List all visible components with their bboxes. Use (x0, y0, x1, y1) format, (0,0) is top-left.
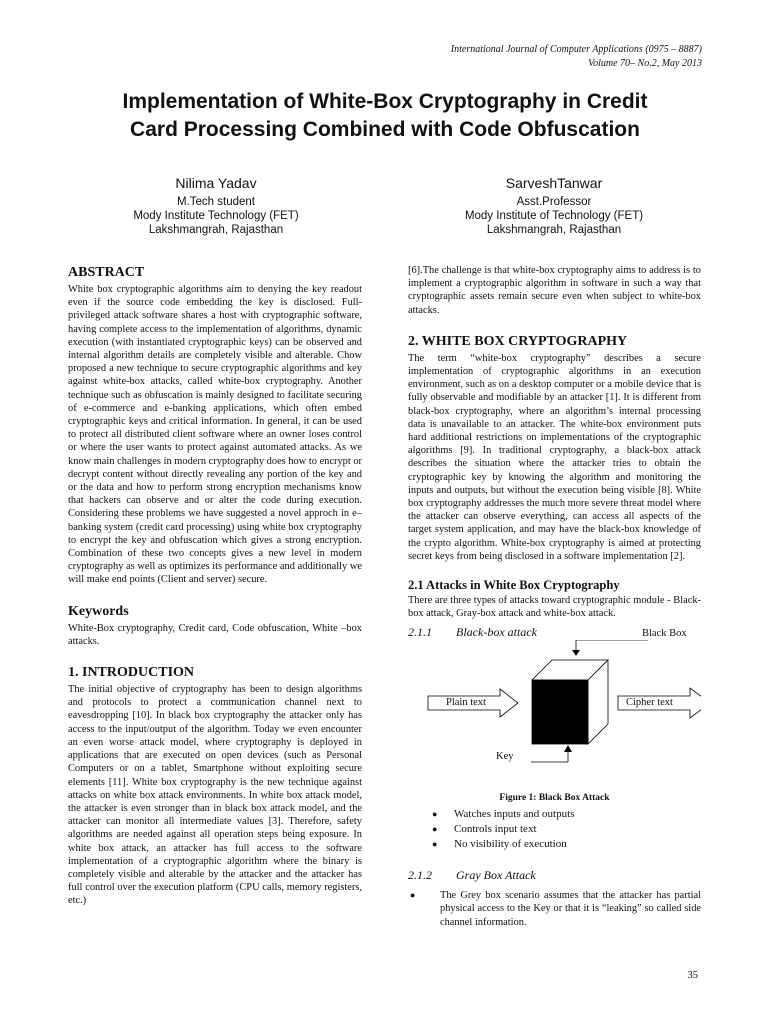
list-item (432, 807, 701, 822)
list-item (432, 837, 701, 852)
author-location: Lakshmangrah, Rajasthan (148, 224, 284, 236)
section-2-1-heading: 2.1 Attacks in White Box Cryptography (408, 578, 620, 593)
introduction-text: The initial objective of cryptography has been to design algorithms and protocols to protect a communication channel next to eavesdropping [10]. In black box cryptography the attacker only has access to the input/output of the algorithm. Today we even encounter an even worse attack model, where cryptography is deployed in applications that are executed on open devices (such as Personal Computers or on a tablet, Smartphone without exploiting secure elements [11]. White box cryptography is the new technique against attacks on white box attack environments. In white box attack model, the attacker is even stronger than in black box attack model, and the attacker can monitor all intermediate values [3]. Therefore, safety algorithms are needed against all operation steps being exposure. In white box attack, an attacker has full access to the software implementation of a cryptographic algorithm where the binary is completely visible and alterable by the attacker and the attacker has full control over the execution platform (CPU calls, memory registers, etc.) (68, 684, 362, 907)
author-role: M.Tech student (177, 196, 255, 208)
key-arrowhead (564, 745, 572, 752)
section-2-1-2-heading (408, 867, 701, 883)
bullet-icon: ● (432, 838, 438, 849)
key-label: Key (496, 751, 514, 763)
abstract-heading: ABSTRACT (68, 265, 145, 280)
journal-volume: Volume 70– No.2, May 2013 (588, 58, 702, 69)
title-line-1: Implementation of White-Box Cryptography in Credit (122, 90, 648, 113)
section-2-text: The term “white-box cryptography” describes a secure implementation of cryptographic algorithms in an execution environment, such as on a desktop computer or a mobile device that is fully observable and modifiable by an attacker [1]. It is different from black-box cryptography, where an algorithm’s internal processing data is unavailable to an attacker. The white-box environment puts hard additional restrictions on implementations of the cryptographic algorithms [9]. In traditional cryptography, a black-box attack describes the situation where the attacker tries to obtain the cryptographic key by knowing the algorithm and monitoring the inputs and outputs, but without the execution being visible [8]. White box cryptography addresses the much more severe threat model where the attacker can observe everything, can access all aspects of the target system application, and may have the black-box knowledge of the crypto algorithm. White-box cryptography is aimed at protecting secret keys from being disclosed in a software implementation [2]. (408, 352, 701, 562)
keywords-heading: Keywords (68, 603, 129, 619)
section-number: 2.1.2 (408, 868, 432, 883)
list-item (432, 822, 701, 837)
gray-box-item (408, 889, 701, 929)
author-role: Asst.Professor (516, 196, 592, 208)
section-title: Black-box attack (456, 625, 537, 640)
author-block-2 (414, 174, 694, 237)
author-block-1 (76, 174, 356, 237)
author-name: SarveshTanwar (505, 175, 603, 191)
right-column (408, 264, 701, 929)
author-location: Lakshmangrah, Rajasthan (486, 224, 622, 236)
bullet-text: Controls input text (454, 823, 537, 836)
black-box-label: Black Box (642, 628, 687, 640)
bullet-text: Watches inputs and outputs (454, 808, 575, 821)
author-name: Nilima Yadav (175, 175, 257, 191)
journal-header (322, 43, 702, 71)
author-affiliation: Mody Institute of Technology (FET) (464, 210, 644, 222)
label-pointer-arrowhead (572, 650, 580, 656)
cube-front (532, 680, 588, 744)
section-2-1-text: There are three types of attacks toward cryptographic module - Black-box attack, Gray-box attack and white-box attack. (408, 595, 701, 620)
continued-paragraph: [6].The challenge is that white-box cryptography aims to address is to implement a cryptographic algorithm in software in such a way that cryptographic assets remain secure even when subject to white-box attacks. (408, 265, 701, 316)
figure-caption: Figure 1: Black Box Attack (499, 793, 610, 804)
section-number: 2.1.1 (408, 625, 432, 640)
paper-title (40, 88, 730, 144)
bullet-icon: ● (410, 890, 416, 901)
bullet-icon: ● (432, 809, 438, 820)
left-column (68, 264, 362, 908)
section-title: Gray Box Attack (456, 868, 536, 883)
introduction-heading: 1. INTRODUCTION (68, 665, 195, 681)
abstract-text: White box cryptographic algorithms aim to denying the key readout even if the source code embedding the key is disclosed. Full-privileged attack software shares a host with cryptographic software, having complete access to the implementation of algorithms, dynamic execution (with instantiated cryptographic keys) can be observed and internal algorithm details are completely visible and alterable. Chow proposed a new technique to secure cryptographic algorithms and key against white-box attacks, called white-box cryptography. Another technique such as obfuscation is mainly designed to facilitate securing of e-commerce and e-banking applications, which often embed cryptographic keys and critical information. In general, it can be used to protect all distributed client software where an owner loses control or where the user wants to protect against automated attacks. As we know main challenges in modern cryptography does how to encrypt or decrypt content without directly revealing any portion of the key and or the data and how to perform strong encryption mechanisms know that hackers can observe and or alter the code during execution. Considering these problems we have suggested a novel approch in e–banking system (credit card processing) using white box cryptography to encrypt the key and obfuscation which gives a strong encryption. Combination of these two concepts gives a new level in modern cryptography as well as optimizes its performance and additionally we will make end points (Client and server) secure. (68, 284, 362, 586)
black-box-diagram (408, 640, 701, 788)
gray-box-text: The Grey box scenario assumes that the attacker has partial physical access to the Key or that it is “leaking” so called side channel information. (440, 890, 701, 928)
title-line-2: Card Processing Combined with Code Obfuscation (130, 118, 640, 141)
cipher-text-label: Cipher text (626, 697, 673, 709)
page-number: 35 (687, 970, 698, 981)
black-box-bullets (432, 807, 701, 851)
journal-name: International Journal of Computer Applications (0975 – 8887) (450, 44, 702, 55)
bullet-text: No visibility of execution (454, 837, 567, 850)
keywords-text: White-Box cryptography, Credit card, Code obfuscation, White –box attacks. (68, 622, 362, 647)
section-2-heading: 2. WHITE BOX CRYPTOGRAPHY (408, 333, 628, 349)
plain-text-label: Plain text (446, 697, 486, 709)
author-affiliation: Mody Institute Technology (FET) (133, 210, 299, 222)
bullet-icon: ● (432, 824, 438, 835)
